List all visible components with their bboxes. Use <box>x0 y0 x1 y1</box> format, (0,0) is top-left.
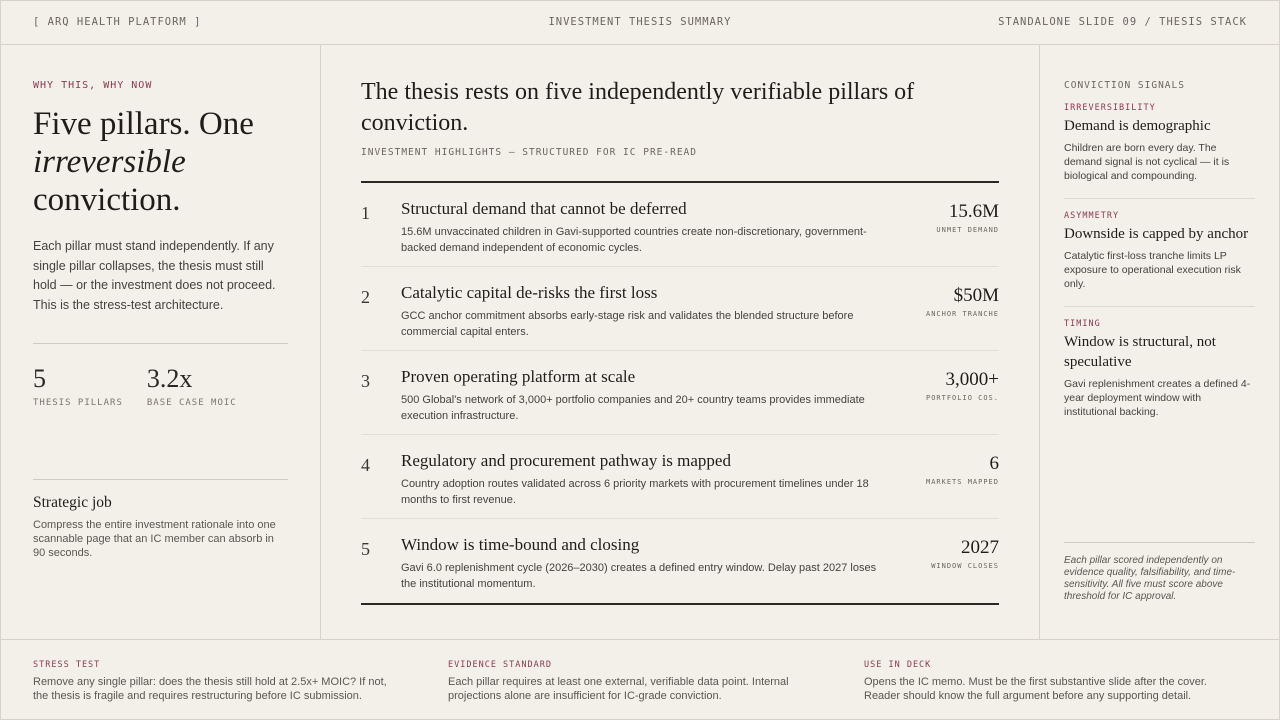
stat-label: BASE CASE MOIC <box>146 398 237 408</box>
pillar-row <box>361 183 999 267</box>
pillar-title: Structural demand that cannot be deferred <box>401 199 687 218</box>
signal-tag: TIMING <box>1064 319 1101 329</box>
pillar-number: 2 <box>361 287 370 307</box>
signal-tag: ASYMMETRY <box>1064 211 1120 221</box>
left-headline <box>33 105 288 219</box>
pillar-description: GCC anchor commitment absorbs early-stage risk and validates the blended structure before commercial capital enters. <box>401 310 854 338</box>
footer-tag: STRESS TEST <box>33 660 101 670</box>
pillar-value: 6 <box>989 453 999 474</box>
signals-heading: CONVICTION SIGNALS <box>1064 80 1185 91</box>
pillar-value-label: WINDOW CLOSES <box>931 562 999 570</box>
main-column <box>321 45 1040 639</box>
strategic-body: Compress the entire investment rationale into one scannable page that an IC member can absorb in 90 seconds. <box>33 519 276 559</box>
footer-tag: USE IN DECK <box>864 660 932 670</box>
stat-pillars <box>33 366 123 408</box>
pillar-number: 3 <box>361 371 370 391</box>
right-column <box>1040 45 1280 639</box>
signal-card <box>1064 199 1255 307</box>
stat-value: 5 <box>33 364 46 393</box>
pillar-title: Proven operating platform at scale <box>401 367 636 386</box>
scoring-note: Each pillar scored independently on evidence quality, falsifiability, and time-sensitivity. All five must score above threshold for IC approval. <box>1064 542 1255 603</box>
pillar-title: Catalytic capital de-risks the first loss <box>401 283 658 302</box>
signal-title: Demand is demographic <box>1064 118 1211 134</box>
headline-line-3: conviction. <box>33 182 181 218</box>
pillar-number: 4 <box>361 455 370 475</box>
pillar-row <box>361 519 999 603</box>
footer <box>0 639 1280 720</box>
stat-value: 3.2x <box>146 364 193 393</box>
footer-evidence-standard <box>448 660 818 703</box>
pillar-value-label: UNMET DEMAND <box>936 226 999 234</box>
eyebrow-label: WHY THIS, WHY NOW <box>33 80 153 91</box>
signal-body: Children are born every day. The demand signal is not cyclical — it is biological and compounding. <box>1064 142 1230 182</box>
main-subtitle: INVESTMENT HIGHLIGHTS — STRUCTURED FOR IC PRE-READ <box>361 147 697 158</box>
pillar-title: Regulatory and procurement pathway is mapped <box>401 451 731 470</box>
pillar-number: 1 <box>361 203 370 223</box>
pillar-description: 500 Global's network of 3,000+ portfolio companies and 20+ country teams provides immediate execution infrastructure. <box>401 394 865 422</box>
pillar-value: 3,000+ <box>945 369 999 390</box>
signal-tag: IRREVERSIBILITY <box>1064 103 1156 113</box>
signal-body: Gavi replenishment creates a defined 4-year deployment window with institutional backing. <box>1064 378 1251 418</box>
top-bar <box>0 0 1280 45</box>
pillar-value-label: ANCHOR TRANCHE <box>925 310 999 318</box>
stats-row <box>33 343 288 408</box>
footer-text: Each pillar requires at least one external, verifiable data point. Internal projections alone are insufficient for IC-grade conviction. <box>448 676 789 702</box>
stat-moic <box>147 366 237 408</box>
signal-card <box>1064 91 1255 199</box>
pillar-description: Country adoption routes validated across 6 priority markets with procurement timelines under 18 months to first revenue. <box>401 478 869 506</box>
pillar-description: Gavi 6.0 replenishment cycle (2026–2030) creates a defined entry window. Delay past 2027 loses the institutional momentum. <box>401 562 877 590</box>
footer-use-in-deck <box>864 660 1234 703</box>
signal-title: Window is structural, not speculative <box>1064 334 1216 370</box>
pillar-value: $50M <box>953 285 999 306</box>
headline-italic: irreversible <box>33 144 186 180</box>
pillar-value-label: MARKETS MAPPED <box>925 478 999 486</box>
footer-text: Remove any single pillar: does the thesis still hold at 2.5x+ MOIC? If not, the thesis is fragile and requires restructuring before IC submission. <box>33 676 387 702</box>
pillar-value: 2027 <box>961 537 999 558</box>
main-title: The thesis rests on five independently verifiable pillars of conviction. <box>361 79 915 136</box>
pillar-value-label: PORTFOLIO COS. <box>925 394 999 402</box>
slide-index: STANDALONE SLIDE 09 / THESIS STACK <box>998 16 1247 28</box>
brand-label: [ ARQ HEALTH PLATFORM ] <box>33 16 202 28</box>
pillar-number: 5 <box>361 539 370 559</box>
pillar-title: Window is time-bound and closing <box>401 535 640 554</box>
pillar-row <box>361 351 999 435</box>
pillar-row <box>361 435 999 519</box>
stat-label: THESIS PILLARS <box>33 398 123 408</box>
pillar-row <box>361 267 999 351</box>
signal-body: Catalytic first-loss tranche limits LP exposure to operational execution risk only. <box>1064 250 1241 290</box>
pillar-description: 15.6M unvaccinated children in Gavi-supported countries create non-discretionary, government-backed demand independent of economic cycles. <box>401 226 867 254</box>
headline-line-1: Five pillars. One <box>33 106 254 142</box>
footer-stress-test <box>33 660 403 703</box>
slide-title: INVESTMENT THESIS SUMMARY <box>548 16 732 28</box>
left-body-text: Each pillar must stand independently. If any single pillar collapses, the thesis must still hold — or the investment does not proceed. This is the stress-test architecture. <box>33 239 276 312</box>
signal-title: Downside is capped by anchor <box>1064 226 1249 242</box>
strategic-job <box>33 479 288 560</box>
footer-tag: EVIDENCE STANDARD <box>448 660 552 670</box>
footer-text: Opens the IC memo. Must be the first substantive slide after the cover. Reader should know the full argument before any supporting detail. <box>864 676 1207 702</box>
pillar-value: 15.6M <box>948 201 999 222</box>
signal-card <box>1064 307 1255 434</box>
pillar-list <box>361 181 999 605</box>
strategic-title: Strategic job <box>33 494 112 511</box>
